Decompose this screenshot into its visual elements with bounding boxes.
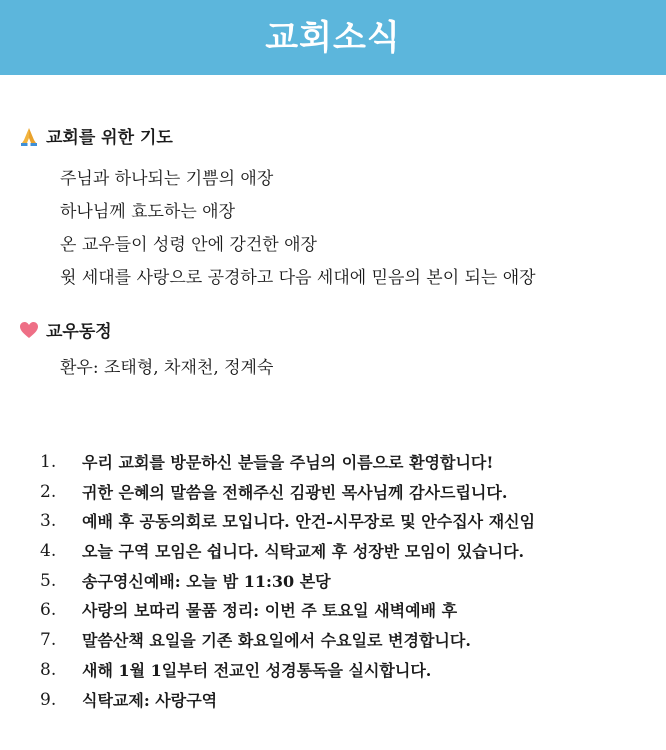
page-title: 교회소식 — [265, 18, 401, 58]
notice-item — [40, 507, 535, 537]
notice-item — [40, 567, 535, 597]
notice-number: 6. — [40, 600, 57, 621]
notice-item — [40, 478, 535, 508]
prayer-item: 하나님께 효도하는 애장 — [60, 202, 236, 222]
notice-item — [40, 448, 535, 478]
header-banner — [0, 0, 666, 75]
prayer-item: 주님과 하나되는 기쁨의 애장 — [60, 169, 274, 189]
notice-text: 말씀산책 요일을 기존 화요일에서 수요일로 변경합니다. — [82, 631, 471, 651]
notice-text: 예배 후 공동의회로 모입니다. 안건-시무장로 및 안수집사 재신임 — [82, 512, 536, 532]
notice-number: 5. — [40, 570, 57, 591]
notice-item — [40, 537, 535, 567]
notice-item — [40, 626, 535, 656]
notice-number: 3. — [40, 511, 57, 532]
praying-hands-icon — [18, 125, 40, 147]
notice-number: 7. — [40, 630, 57, 651]
notice-number: 1. — [40, 452, 57, 472]
notice-text: 새해 1월 1일부터 전교인 성경통독을 실시합니다. — [82, 660, 432, 680]
news-section-title — [18, 317, 112, 342]
notice-item — [40, 656, 535, 686]
notice-number: 2. — [40, 481, 57, 502]
prayer-list — [60, 163, 536, 295]
prayer-section-title — [18, 123, 173, 148]
notice-item — [40, 596, 535, 626]
notice-text: 사랑의 보따리 물품 정리: 이번 주 토요일 새벽예배 후 — [82, 601, 458, 621]
notice-number: 9. — [40, 689, 57, 710]
notice-number: 8. — [40, 659, 57, 680]
notice-text: 우리 교회를 방문하신 분들을 주님의 이름으로 환영합니다! — [82, 453, 494, 472]
notice-text: 송구영신예배: 오늘 밤 11:30 본당 — [82, 571, 331, 591]
news-title-text: 교우동정 — [46, 322, 112, 342]
notice-text: 오늘 구역 모임은 쉽니다. 식탁교제 후 성장반 모임이 있습니다. — [82, 542, 525, 562]
heart-icon — [18, 319, 40, 341]
notice-text: 귀한 은혜의 말씀을 전해주신 김광빈 목사님께 감사드립니다. — [82, 482, 508, 502]
member-status: 환우: 조태형, 차재천, 정계숙 — [60, 358, 274, 378]
notice-number: 4. — [40, 541, 57, 562]
notice-list — [40, 448, 535, 715]
notice-item — [40, 686, 535, 716]
prayer-title-text: 교회를 위한 기도 — [46, 128, 173, 148]
prayer-item: 온 교우들이 성령 안에 강건한 애장 — [60, 235, 317, 255]
prayer-item: 윗 세대를 사랑으로 공경하고 다음 세대에 믿음의 본이 되는 애장 — [60, 268, 536, 288]
notice-text: 식탁교제: 사랑구역 — [82, 690, 218, 710]
